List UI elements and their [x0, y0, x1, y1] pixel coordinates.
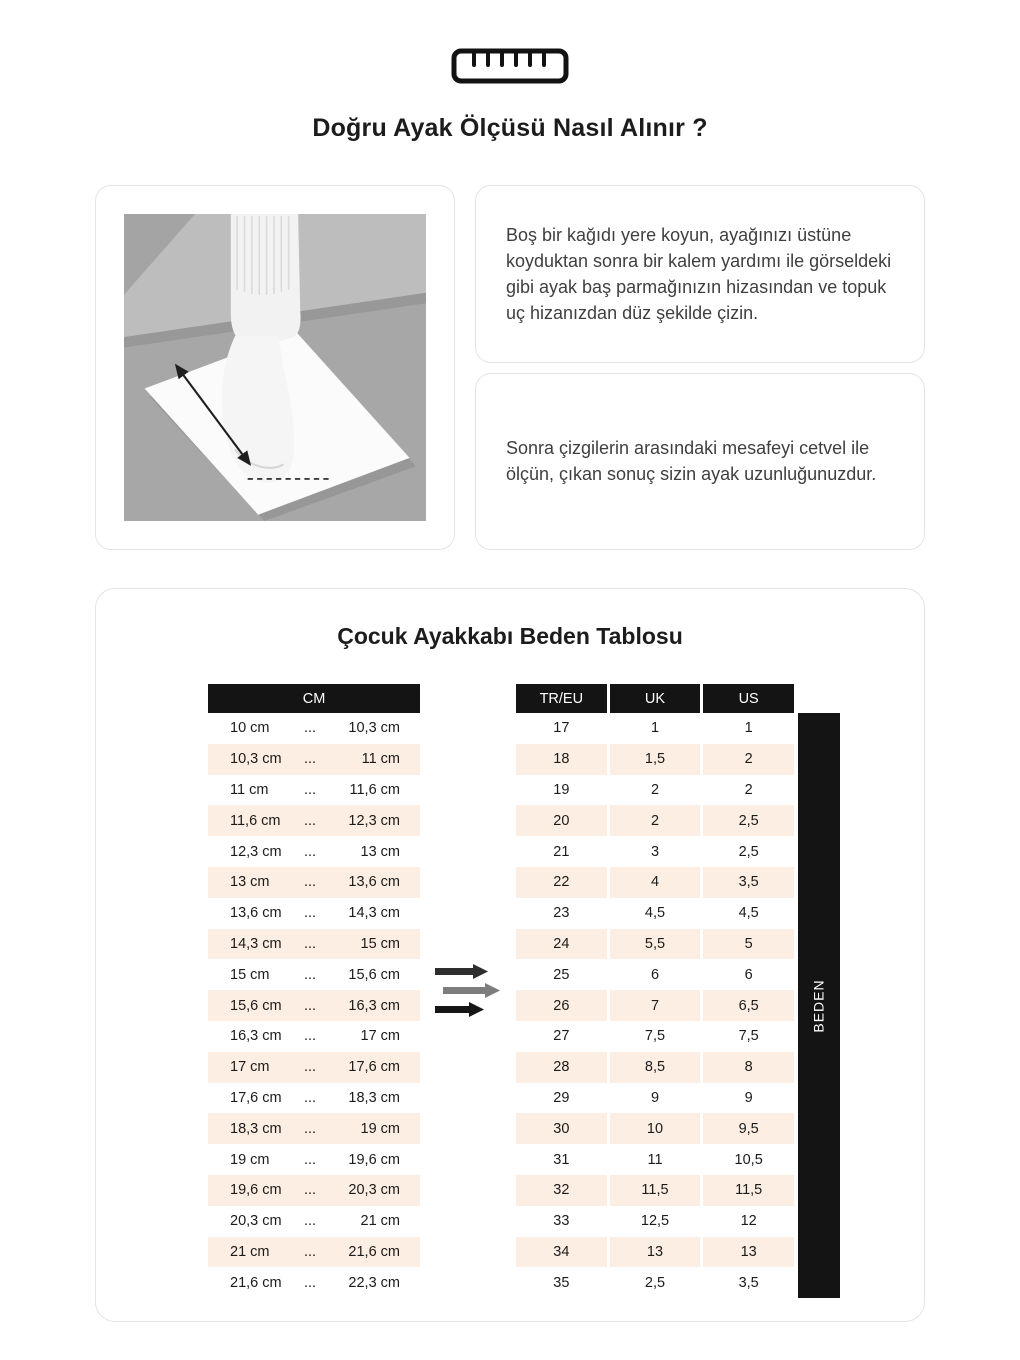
- instruction-step-1: Boş bir kağıdı yere koyun, ayağınızı üstüne koyduktan sonra bir kalem yardımı ile görseldeki gibi ayak baş parmağınızın hizasından ve topuk uç hizanızdan düz şekilde çizin.: [506, 224, 892, 323]
- size-table-row: [516, 1267, 794, 1298]
- size-cell-uk: 3: [610, 836, 701, 867]
- size-cell-us: 13: [703, 1237, 794, 1268]
- size-table-row: [516, 1052, 794, 1083]
- size-cell-tr-eu: 34: [516, 1237, 607, 1268]
- size-cell-uk: 10: [610, 1113, 701, 1144]
- beden-side-bar: [798, 713, 840, 1298]
- cm-table-row: [208, 929, 420, 960]
- foot-measurement-photo: [95, 185, 455, 550]
- size-cell-tr-eu: 29: [516, 1083, 607, 1114]
- cm-range-min: 16,3 cm: [230, 1028, 282, 1045]
- size-cell-uk: 9: [610, 1083, 701, 1114]
- cm-range-max: 20,3 cm: [348, 1182, 400, 1199]
- cm-table-row: [208, 805, 420, 836]
- cm-range-dots: ...: [303, 751, 317, 768]
- convert-arrows-icon: [432, 962, 504, 1020]
- cm-range-max: 19 cm: [360, 1120, 400, 1137]
- size-cell-tr-eu: 25: [516, 959, 607, 990]
- size-table-row: [516, 867, 794, 898]
- cm-table-row: [208, 959, 420, 990]
- cm-table-row: [208, 1206, 420, 1237]
- size-table-row: [516, 805, 794, 836]
- cm-range-dots: ...: [303, 1213, 317, 1230]
- instruction-card-1: [475, 185, 925, 363]
- cm-range-dots: ...: [303, 1274, 317, 1291]
- size-cell-us: 6,5: [703, 990, 794, 1021]
- size-table-row: [516, 744, 794, 775]
- cm-table-row: [208, 1267, 420, 1298]
- cm-table-row: [208, 898, 420, 929]
- cm-range-dots: ...: [303, 1028, 317, 1045]
- size-cell-uk: 11,5: [610, 1175, 701, 1206]
- size-cell-tr-eu: 33: [516, 1206, 607, 1237]
- cm-range-min: 17 cm: [230, 1059, 270, 1076]
- size-cell-tr-eu: 35: [516, 1267, 607, 1298]
- cm-range-dots: ...: [303, 812, 317, 829]
- cm-range-min: 21 cm: [230, 1243, 270, 1260]
- size-cell-tr-eu: 22: [516, 867, 607, 898]
- size-table-row: [516, 1144, 794, 1175]
- cm-range-max: 13,6 cm: [348, 874, 400, 891]
- size-cell-us: 11,5: [703, 1175, 794, 1206]
- cm-range-dots: ...: [303, 1089, 317, 1106]
- cm-range-max: 21 cm: [360, 1213, 400, 1230]
- size-cell-uk: 2: [610, 805, 701, 836]
- cm-range-dots: ...: [303, 781, 317, 798]
- size-cell-us: 1: [703, 713, 794, 744]
- cm-range-dots: ...: [303, 1120, 317, 1137]
- size-cell-tr-eu: 31: [516, 1144, 607, 1175]
- size-chart-tables: [208, 684, 924, 1298]
- cm-range-min: 15 cm: [230, 966, 270, 983]
- size-table-row: [516, 1175, 794, 1206]
- size-table-row: [516, 990, 794, 1021]
- cm-range-dots: ...: [303, 1151, 317, 1168]
- size-cell-uk: 4: [610, 867, 701, 898]
- cm-range-dots: ...: [303, 1243, 317, 1260]
- size-table-row: [516, 1113, 794, 1144]
- cm-table-row: [208, 836, 420, 867]
- cm-range-min: 13 cm: [230, 874, 270, 891]
- cm-range-max: 14,3 cm: [348, 905, 400, 922]
- size-cell-uk: 7,5: [610, 1021, 701, 1052]
- size-cell-tr-eu: 21: [516, 836, 607, 867]
- size-cell-us: 2,5: [703, 836, 794, 867]
- size-table-row: [516, 898, 794, 929]
- cm-range-min: 11,6 cm: [230, 812, 281, 829]
- size-cell-us: 6: [703, 959, 794, 990]
- size-cell-tr-eu: 18: [516, 744, 607, 775]
- size-chart-card: [95, 588, 925, 1322]
- size-table-body: [516, 713, 794, 1298]
- size-cell-us: 2: [703, 744, 794, 775]
- size-table-row: [516, 836, 794, 867]
- cm-range-max: 19,6 cm: [348, 1151, 400, 1168]
- cm-range-min: 15,6 cm: [230, 997, 282, 1014]
- size-cell-us: 3,5: [703, 867, 794, 898]
- cm-table-row: [208, 1144, 420, 1175]
- hero-section: [95, 46, 925, 143]
- size-table-row: [516, 1206, 794, 1237]
- size-cell-us: 2,5: [703, 805, 794, 836]
- cm-range-min: 12,3 cm: [230, 843, 282, 860]
- size-cell-us: 10,5: [703, 1144, 794, 1175]
- cm-range-max: 11,6 cm: [349, 781, 400, 798]
- ruler-icon: [450, 46, 570, 86]
- cm-range-min: 14,3 cm: [230, 935, 282, 952]
- size-cell-us: 12: [703, 1206, 794, 1237]
- size-cell-us: 9: [703, 1083, 794, 1114]
- size-cell-uk: 8,5: [610, 1052, 701, 1083]
- size-table-row: [516, 929, 794, 960]
- cm-table-row: [208, 990, 420, 1021]
- cm-range-max: 22,3 cm: [348, 1274, 400, 1291]
- size-cell-tr-eu: 23: [516, 898, 607, 929]
- instruction-text-column: [475, 185, 925, 550]
- cm-table: [208, 684, 420, 1298]
- size-table-header-tr-eu: TR/EU: [516, 684, 607, 713]
- cm-range-max: 10,3 cm: [348, 720, 400, 737]
- size-table-row: [516, 1237, 794, 1268]
- size-table-row: [516, 713, 794, 744]
- cm-range-min: 11 cm: [230, 781, 269, 798]
- page-title: Doğru Ayak Ölçüsü Nasıl Alınır ?: [312, 114, 708, 142]
- size-cell-uk: 13: [610, 1237, 701, 1268]
- cm-range-max: 17 cm: [360, 1028, 400, 1045]
- size-table-header-uk: UK: [610, 684, 701, 713]
- size-cell-us: 4,5: [703, 898, 794, 929]
- size-cell-tr-eu: 17: [516, 713, 607, 744]
- instruction-card-2: [475, 373, 925, 551]
- size-cell-tr-eu: 30: [516, 1113, 607, 1144]
- cm-table-row: [208, 867, 420, 898]
- cm-table-body: [208, 713, 420, 1298]
- size-cell-uk: 11: [610, 1144, 701, 1175]
- size-cell-us: 8: [703, 1052, 794, 1083]
- cm-range-min: 19,6 cm: [230, 1182, 282, 1199]
- cm-range-max: 15 cm: [360, 935, 400, 952]
- size-cell-tr-eu: 24: [516, 929, 607, 960]
- cm-range-max: 21,6 cm: [348, 1243, 400, 1260]
- cm-range-min: 20,3 cm: [230, 1213, 282, 1230]
- size-cell-tr-eu: 27: [516, 1021, 607, 1052]
- size-cell-us: 2: [703, 775, 794, 806]
- cm-range-dots: ...: [303, 966, 317, 983]
- beden-side-label: BEDEN: [811, 978, 828, 1033]
- size-cell-uk: 2: [610, 775, 701, 806]
- cm-table-row: [208, 1237, 420, 1268]
- cm-range-min: 10,3 cm: [230, 751, 282, 768]
- cm-table-row: [208, 775, 420, 806]
- size-cell-us: 7,5: [703, 1021, 794, 1052]
- cm-table-row: [208, 1113, 420, 1144]
- size-cell-us: 3,5: [703, 1267, 794, 1298]
- size-cell-tr-eu: 32: [516, 1175, 607, 1206]
- cm-range-min: 17,6 cm: [230, 1089, 282, 1106]
- cm-range-min: 21,6 cm: [230, 1274, 282, 1291]
- size-table: [516, 684, 794, 1298]
- cm-range-dots: ...: [303, 935, 317, 952]
- cm-range-dots: ...: [303, 720, 317, 737]
- cm-range-min: 18,3 cm: [230, 1120, 282, 1137]
- size-cell-tr-eu: 28: [516, 1052, 607, 1083]
- cm-range-dots: ...: [303, 905, 317, 922]
- size-cell-uk: 1,5: [610, 744, 701, 775]
- cm-table-row: [208, 713, 420, 744]
- cm-range-max: 18,3 cm: [348, 1089, 400, 1106]
- cm-range-min: 19 cm: [230, 1151, 270, 1168]
- cm-range-max: 16,3 cm: [348, 997, 400, 1014]
- instructions-section: [95, 185, 925, 550]
- size-cell-uk: 6: [610, 959, 701, 990]
- size-cell-tr-eu: 20: [516, 805, 607, 836]
- size-cell-tr-eu: 26: [516, 990, 607, 1021]
- cm-range-dots: ...: [303, 1182, 317, 1199]
- instruction-step-2: Sonra çizgilerin arasındaki mesafeyi cetvel ile ölçün, çıkan sonuç sizin ayak uzunluğunuzdur.: [506, 438, 877, 485]
- size-cell-uk: 4,5: [610, 898, 701, 929]
- cm-range-max: 11 cm: [361, 751, 400, 768]
- cm-range-dots: ...: [303, 843, 317, 860]
- size-table-row: [516, 1083, 794, 1114]
- cm-range-dots: ...: [303, 1059, 317, 1076]
- size-cell-uk: 1: [610, 713, 701, 744]
- cm-range-dots: ...: [303, 997, 317, 1014]
- cm-table-row: [208, 1052, 420, 1083]
- cm-range-max: 13 cm: [360, 843, 400, 860]
- cm-table-row: [208, 1175, 420, 1206]
- cm-table-row: [208, 744, 420, 775]
- size-table-row: [516, 775, 794, 806]
- cm-range-min: 10 cm: [230, 720, 270, 737]
- cm-range-max: 17,6 cm: [348, 1059, 400, 1076]
- size-cell-us: 5: [703, 929, 794, 960]
- size-table-header-us: US: [703, 684, 794, 713]
- size-table-row: [516, 959, 794, 990]
- size-cell-uk: 5,5: [610, 929, 701, 960]
- cm-table-row: [208, 1083, 420, 1114]
- size-cell-tr-eu: 19: [516, 775, 607, 806]
- size-chart-title: Çocuk Ayakkabı Beden Tablosu: [337, 623, 683, 649]
- cm-table-header: CM: [208, 684, 420, 713]
- size-cell-uk: 12,5: [610, 1206, 701, 1237]
- cm-range-max: 15,6 cm: [348, 966, 400, 983]
- convert-arrows-zone: [420, 684, 516, 1298]
- size-cell-uk: 2,5: [610, 1267, 701, 1298]
- cm-range-min: 13,6 cm: [230, 905, 282, 922]
- size-cell-uk: 7: [610, 990, 701, 1021]
- size-table-header: [516, 684, 794, 713]
- cm-range-max: 12,3 cm: [348, 812, 400, 829]
- cm-range-dots: ...: [303, 874, 317, 891]
- cm-table-row: [208, 1021, 420, 1052]
- size-cell-us: 9,5: [703, 1113, 794, 1144]
- size-table-row: [516, 1021, 794, 1052]
- foot-on-paper-illustration: [124, 214, 426, 521]
- size-guide-page: [95, 0, 925, 1322]
